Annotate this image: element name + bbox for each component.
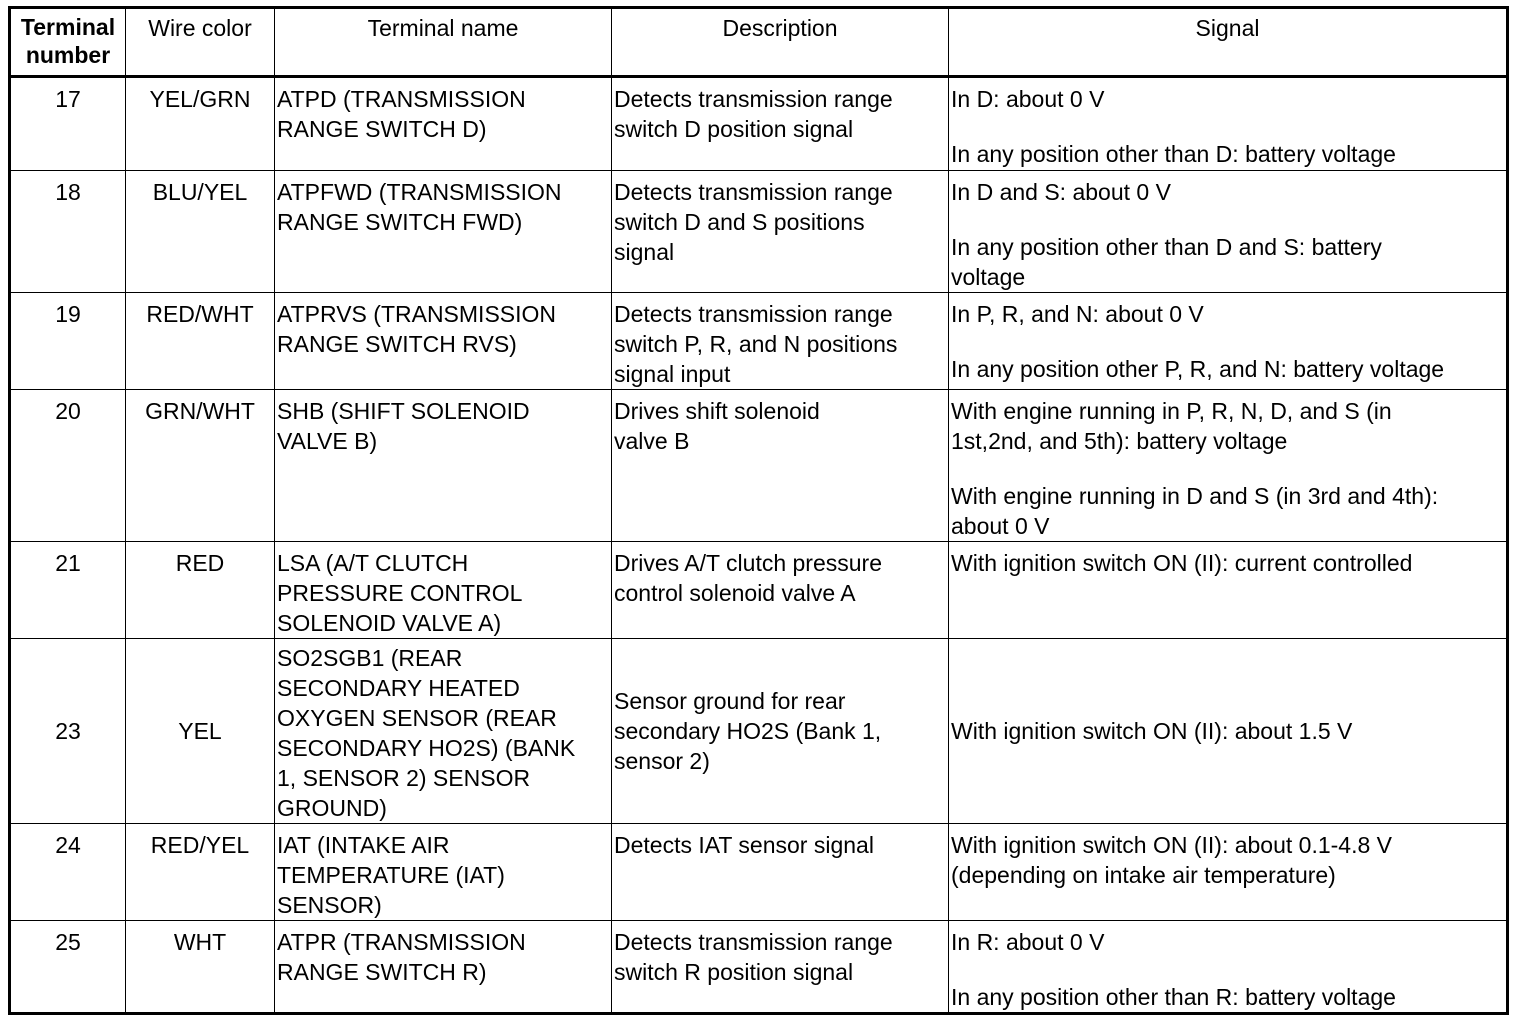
signal-cell: [949, 639, 1508, 824]
signal-cell: [949, 171, 1508, 293]
signal-cell: [949, 824, 1508, 921]
wire-color-cell: YEL/GRN: [126, 77, 275, 171]
terminal-name-cell: ATPD (TRANSMISSION RANGE SWITCH D): [275, 77, 612, 171]
table-header-row: [10, 8, 1508, 77]
signal-line: In R: about 0 V: [951, 929, 1105, 955]
wire-color-cell: WHT: [126, 921, 275, 1014]
terminal-table: [8, 6, 1509, 1015]
signal-cell: [949, 293, 1508, 390]
terminal-name-cell: SHB (SHIFT SOLENOID VALVE B): [275, 390, 612, 542]
signal-line: With ignition switch ON (II): about 0.1-4.8 V (depending on intake air temperature): [951, 832, 1393, 888]
wire-color-cell: YEL: [126, 639, 275, 824]
description-cell: Sensor ground for rear secondary HO2S (Bank 1, sensor 2): [612, 639, 949, 824]
terminal-number-cell: 17: [10, 77, 126, 171]
terminal-name-cell: IAT (INTAKE AIR TEMPERATURE (IAT) SENSOR): [275, 824, 612, 921]
signal-cell: [949, 77, 1508, 171]
signal-line: In any position other P, R, and N: battery voltage: [951, 356, 1445, 382]
signal-line: In any position other than R: battery voltage: [951, 984, 1396, 1010]
table-row: [10, 542, 1508, 639]
terminal-number-cell: 18: [10, 171, 126, 293]
description-cell: Detects transmission range switch R position signal: [612, 921, 949, 1014]
table-row: [10, 77, 1508, 171]
header-wire-color: Wire color: [126, 8, 275, 77]
terminal-number-cell: 23: [10, 639, 126, 824]
terminal-number-cell: 21: [10, 542, 126, 639]
wire-color-cell: RED/WHT: [126, 293, 275, 390]
header-terminal-number: Terminal number: [10, 8, 126, 77]
terminal-name-cell: ATPRVS (TRANSMISSION RANGE SWITCH RVS): [275, 293, 612, 390]
signal-line: With ignition switch ON (II): current controlled: [951, 550, 1413, 576]
description-cell: Detects transmission range switch D and S positions signal: [612, 171, 949, 293]
terminal-number-cell: 20: [10, 390, 126, 542]
signal-line: In D and S: about 0 V: [951, 179, 1171, 205]
table-row: [10, 390, 1508, 542]
table-row: [10, 824, 1508, 921]
signal-line: With engine running in D and S (in 3rd and 4th): about 0 V: [951, 483, 1439, 539]
signal-line: In any position other than D: battery voltage: [951, 141, 1396, 167]
description-cell: Detects IAT sensor signal: [612, 824, 949, 921]
signal-line: With engine running in P, R, N, D, and S (in 1st,2nd, and 5th): battery voltage: [951, 398, 1392, 454]
terminal-name-cell: ATPFWD (TRANSMISSION RANGE SWITCH FWD): [275, 171, 612, 293]
signal-line: With ignition switch ON (II): about 1.5 V: [951, 718, 1353, 744]
description-cell: Detects transmission range switch D position signal: [612, 77, 949, 171]
signal-line: In P, R, and N: about 0 V: [951, 301, 1204, 327]
description-cell: Detects transmission range switch P, R, and N positions signal input: [612, 293, 949, 390]
terminal-number-cell: 24: [10, 824, 126, 921]
terminal-number-cell: 25: [10, 921, 126, 1014]
table-row: [10, 171, 1508, 293]
wire-color-cell: RED: [126, 542, 275, 639]
signal-cell: [949, 921, 1508, 1014]
signal-cell: [949, 390, 1508, 542]
terminal-number-cell: 19: [10, 293, 126, 390]
description-cell: Drives shift solenoid valve B: [612, 390, 949, 542]
header-description: Description: [612, 8, 949, 77]
table-row: [10, 293, 1508, 390]
signal-line: In any position other than D and S: battery voltage: [951, 234, 1382, 290]
wire-color-cell: RED/YEL: [126, 824, 275, 921]
table-row: [10, 921, 1508, 1014]
terminal-name-cell: LSA (A/T CLUTCH PRESSURE CONTROL SOLENOID VALVE A): [275, 542, 612, 639]
description-cell: Drives A/T clutch pressure control solenoid valve A: [612, 542, 949, 639]
wire-color-cell: GRN/WHT: [126, 390, 275, 542]
header-signal: Signal: [949, 8, 1508, 77]
terminal-name-cell: ATPR (TRANSMISSION RANGE SWITCH R): [275, 921, 612, 1014]
signal-cell: [949, 542, 1508, 639]
wire-color-cell: BLU/YEL: [126, 171, 275, 293]
table-row: [10, 639, 1508, 824]
terminal-name-cell: SO2SGB1 (REAR SECONDARY HEATED OXYGEN SENSOR (REAR SECONDARY HO2S) (BANK 1, SENSOR 2) SENSOR GROUND): [275, 639, 612, 824]
header-terminal-name: Terminal name: [275, 8, 612, 77]
signal-line: In D: about 0 V: [951, 86, 1105, 112]
